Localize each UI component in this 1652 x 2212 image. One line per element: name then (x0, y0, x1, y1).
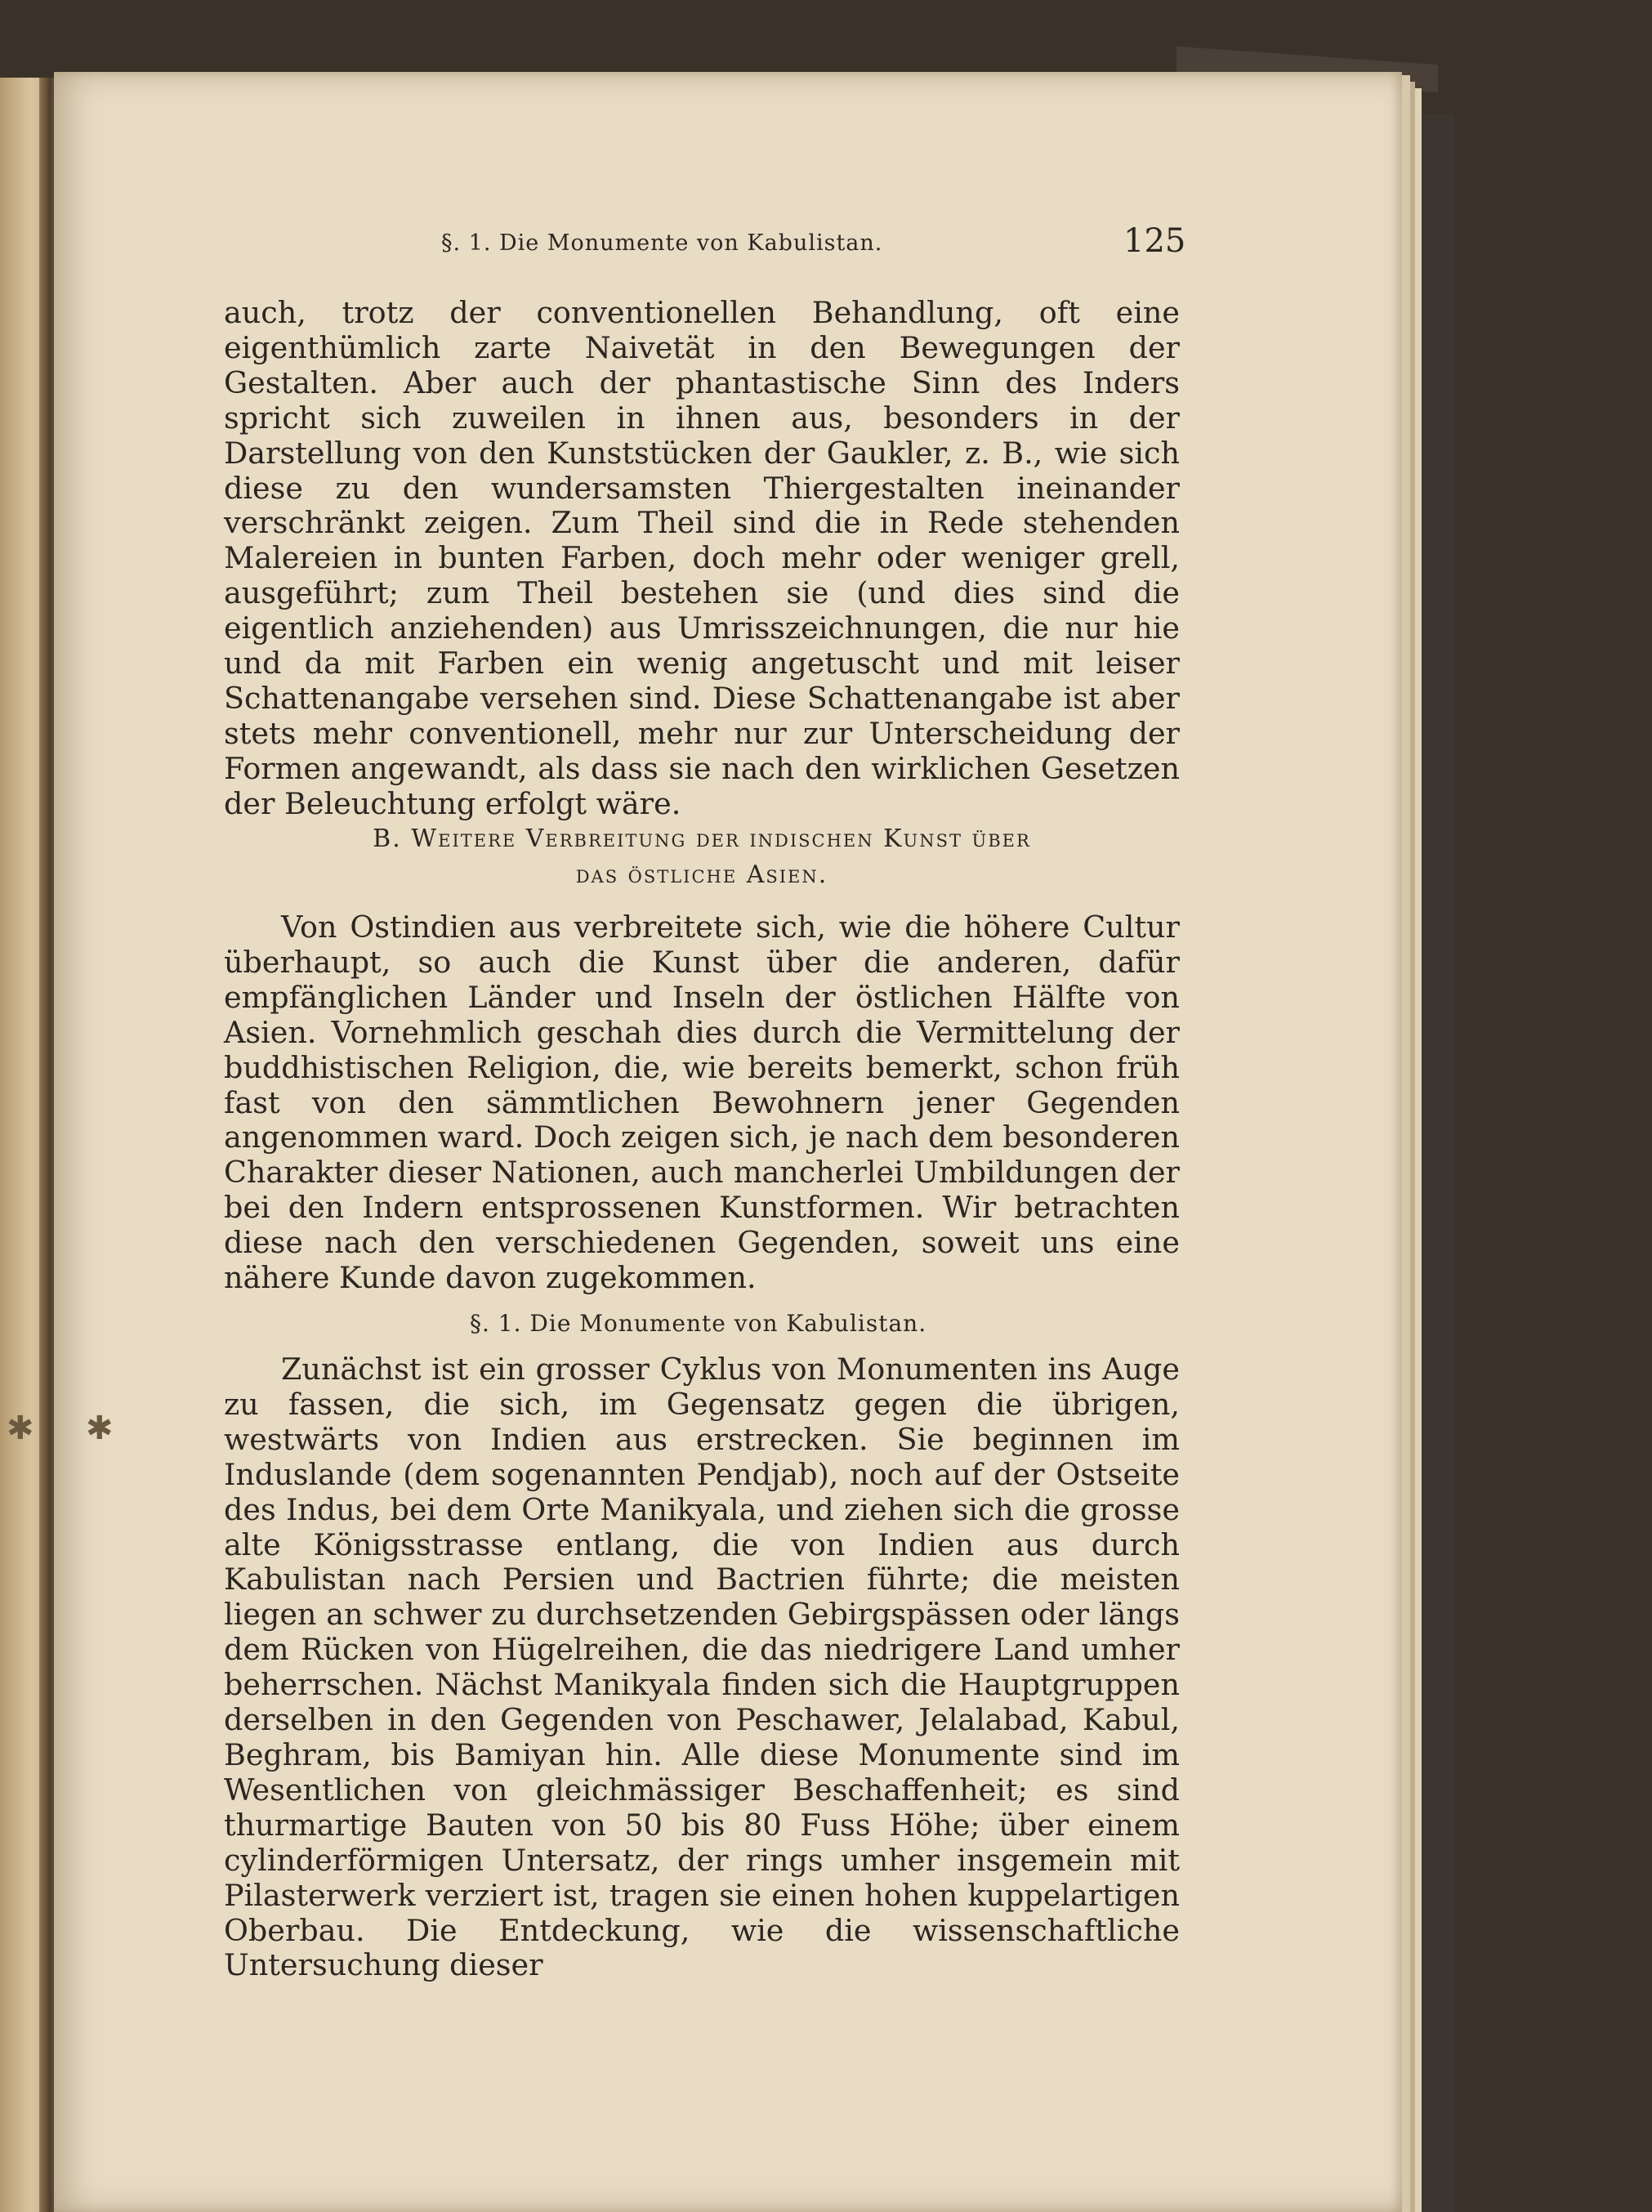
book-cover-board (1418, 114, 1454, 2212)
paragraph: Zunächst ist ein grosser Cyklus von Monumenten ins Auge zu fassen, die sich, im Gegensatz gegen die übrigen, westwärts von Indien aus erstrecken. Sie beginnen im Induslande (dem sogenannten Pendjab), noch auf der Ostseite des Indus, bei dem Orte Manikyala, und ziehen sich die grosse alte Königsstrasse entlang, die von Indien aus durch Kabulistan nach Persien und Bactrien führte; die meisten liegen an schwer zu durchsetzenden Gebirgspässen oder längs dem Rücken von Hügelreihen, die das niedrigere Land umher beherrschen. Nächst Manikyala finden sich die Hauptgruppen derselben in den Gegenden von Peschawer, Jelalabad, Kabul, Beghram, bis Bamiyan hin. Alle diese Monumente sind im Wesentlichen von gleichmässiger Beschaffenheit; es sind thurmartige Bauten von 50 bis 80 Fuss Höhe; über einem cylinderförmigen Untersatz, der rings umher insgemein mit Pilasterwerk verziert ist, tragen sie einen hohen kuppelartigen Oberbau. Die Entdeckung, wie die wissenschaftliche Untersuchung dieser (224, 1352, 1180, 1983)
running-header: §. 1. Die Monumente von Kabulistan. (441, 230, 883, 256)
paragraph-block-1 (224, 296, 1180, 822)
page-number: 125 (1123, 222, 1186, 260)
bleed-through-mark: ✱ (7, 1410, 34, 1447)
paragraph-block-3 (224, 1352, 1180, 1983)
paragraph-block-2 (224, 910, 1180, 1296)
paragraph: Von Ostindien aus verbreitete sich, wie die höhere Cultur überhaupt, so auch die Kunst über die anderen, dafür empfänglichen Länder und Inseln der östlichen Hälfte von Asien. Vornehmlich geschah dies durch die Vermittelung der buddhistischen Religion, die, wie bereits bemerkt, schon früh fast von den sämmtlichen Bewohnern jener Gegenden angenommen ward. Doch zeigen sich, je nach dem besonderen Charakter dieser Nationen, auch mancherlei Umbildungen der bei den Indern entsprossenen Kunstformen. Wir betrachten diese nach den verschiedenen Gegenden, soweit uns eine nähere Kunde davon zugekommen. (224, 909, 1180, 1296)
bleed-through-mark: ✱ (86, 1410, 114, 1447)
subsection-heading: §. 1. Die Monumente von Kabulistan. (470, 1310, 927, 1337)
section-heading-line-2: das östliche Asien. (575, 860, 828, 889)
section-heading-line-1: B. Weitere Verbreitung der indischen Kunst über (373, 824, 1031, 853)
paragraph: auch, trotz der conventionellen Behandlung, oft eine eigenthümlich zarte Naivetät in den Bewegungen der Gestalten. Aber auch der phantastische Sinn des Inders spricht sich zuweilen in ihnen aus, besonders in der Darstellung von den Kunststücken der Gaukler, z. B., wie sich diese zu den wundersamsten Thiergestalten ineinander verschränkt zeigen. Zum Theil sind die in Rede stehenden Malereien in bunten Farben, doch mehr oder weniger grell, ausgeführt; zum Theil bestehen sie (und dies sind die eigentlich anziehenden) aus Umrisszeichnungen, die nur hie und da mit Farben ein wenig angetuscht und mit leiser Schattenangabe versehen sind. Diese Schattenangabe ist aber stets mehr conventionell, mehr nur zur Unterscheidung der Formen angewandt, als dass sie nach den wirklichen Gesetzen der Beleuchtung erfolgt wäre. (224, 295, 1180, 821)
